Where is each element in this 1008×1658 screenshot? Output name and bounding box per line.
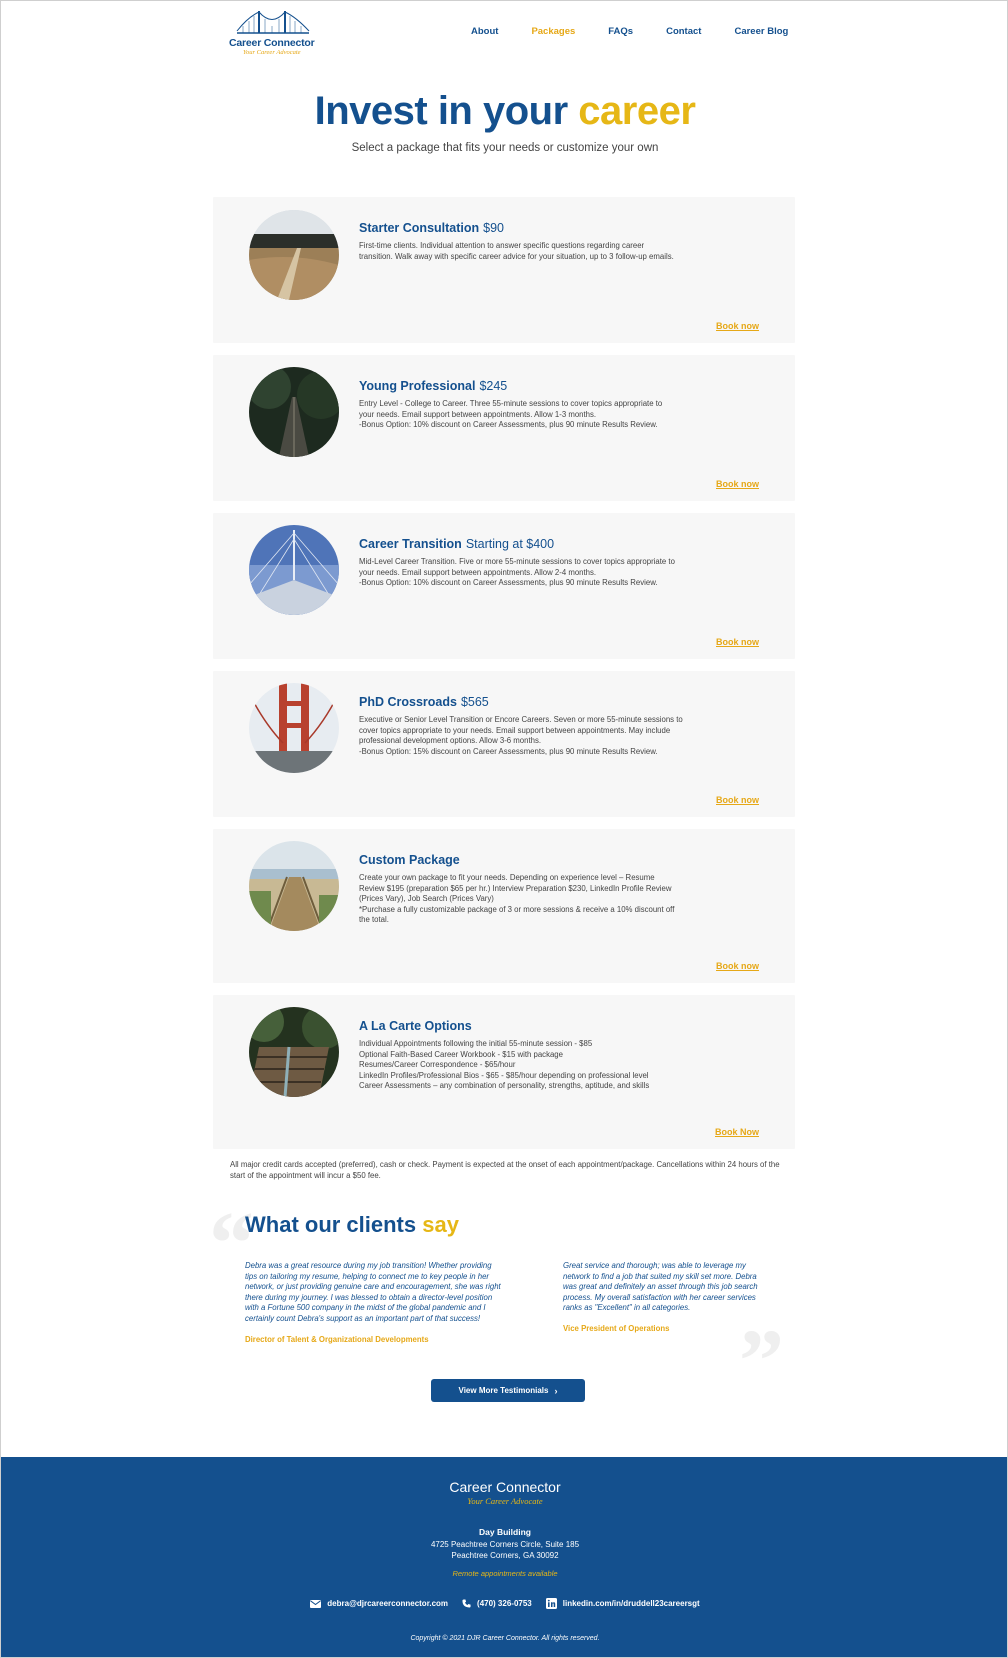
package-description: Create your own package to fit your needs. Depending on experience level – Resume Review $195 (preparation $65 per hr.) Interview Preparation $230, LinkedIn Profile Review (Prices Vary), Job Search (Prices Vary) *Purchase a fully customizable package of 3 or more sessions & receive a 10% discount off the total. xyxy=(359,873,675,925)
logo-brand-text: Career Connector xyxy=(229,37,315,49)
testimonial-card xyxy=(563,1261,767,1335)
page-title-accent: career xyxy=(578,89,696,133)
package-title xyxy=(359,537,729,551)
page-title-main: Invest in your xyxy=(314,89,579,133)
package-card-a-la-carte xyxy=(213,995,795,1149)
logo-tagline: Your Career Advocate xyxy=(243,49,301,56)
site-logo[interactable] xyxy=(229,9,319,59)
package-description: Executive or Senior Level Transition or Encore Careers. Seven or more 55-minute sessions to cover topics appropriate to your needs. Email support between appointments. May include professional development options. Allow 3-6 months. -Bonus Option: 15% discount on Career Assessments, plus 90 minute Results Review. xyxy=(359,715,683,756)
package-name: Custom Package xyxy=(359,853,460,867)
footer-phone-link[interactable] xyxy=(462,1599,532,1608)
package-info xyxy=(359,853,729,926)
package-title xyxy=(359,1019,729,1033)
package-description: Entry Level - College to Career. Three 55-minute sessions to cover topics appropriate to your needs. Email support between appointments. Allow 1-3 months. -Bonus Option: 10% discount on Career Assessments, plus 90 minute Results Review. xyxy=(359,399,663,430)
package-description: Individual Appointments following the initial 55-minute session - $85 Optional Faith-Based Career Workbook - $15 with package Resumes/Career Correspondence - $65/hour LinkedIn Profiles/Professional Bios - $65 - $85/hour depending on professional level Career Assessments – any combination of personality, strengths, aptitude, and skills xyxy=(359,1039,650,1091)
book-now-link[interactable]: Book now xyxy=(716,961,759,971)
close-quote-icon: ” xyxy=(739,1312,784,1411)
package-info xyxy=(359,537,729,589)
footer-linkedin: linkedin.com/in/druddell23careersgt xyxy=(562,1599,700,1608)
package-info xyxy=(359,221,729,262)
bridge-logo-icon xyxy=(235,9,311,39)
suspension-bridge-photo xyxy=(249,525,339,615)
package-description: Mid-Level Career Transition. Five or more 55-minute sessions to cover topics appropriate to your needs. Email support between appointments. Allow 2-4 months. -Bonus Option: 10% discount on Career Assessments, plus 90 minute Results Review. xyxy=(359,557,675,588)
footer-remote-note: Remote appointments available xyxy=(452,1569,558,1578)
footer-address-line1: 4725 Peachtree Corners Circle, Suite 185 xyxy=(430,1540,580,1549)
nav-faqs[interactable]: FAQs xyxy=(608,26,634,37)
footer-address-line2: Peachtree Corners, GA 30092 xyxy=(451,1551,559,1560)
package-description: First-time clients. Individual attention to answer specific questions regarding career transition. Walk away with specific career advice for your situation, up to 3 follow-up emails. xyxy=(359,241,674,261)
package-info xyxy=(359,1019,729,1092)
nav-about[interactable]: About xyxy=(471,26,499,37)
golden-gate-photo xyxy=(249,683,339,773)
package-card-young-professional xyxy=(213,355,795,501)
package-price: $565 xyxy=(460,695,489,709)
main-nav xyxy=(471,26,821,37)
package-info xyxy=(359,379,729,431)
chevron-right-icon: › xyxy=(554,1385,558,1396)
testimonials-title-main: What our clients xyxy=(245,1212,423,1237)
testimonial-card xyxy=(245,1261,501,1345)
testimonials-title-accent: say xyxy=(422,1212,459,1237)
boardwalk-path-photo xyxy=(249,210,339,300)
footer-brand: Career Connector xyxy=(449,1479,561,1495)
package-title xyxy=(359,379,729,393)
package-name: Starter Consultation xyxy=(359,221,480,235)
footer-copyright: Copyright © 2021 DJR Career Connector. All rights reserved. xyxy=(410,1635,600,1642)
phone-icon xyxy=(462,1599,471,1608)
forest-bridge-photo xyxy=(249,367,339,457)
package-card-starter xyxy=(213,197,795,343)
book-now-link[interactable]: Book Now xyxy=(715,1127,759,1137)
book-now-link[interactable]: Book now xyxy=(716,479,759,489)
footer-building: Day Building xyxy=(479,1527,531,1537)
testimonial-quote: Debra was a great resource during my job transition! Whether providing tips on tailoring my resume, helping to connect me to key people in her network, or just providing genuine care and encouragement, she was right there during my journey. I was blessed to obtain a director-level position with a Fortune 500 company in the midst of the global pandemic and I certainly count Debra's support as an important part of that success! xyxy=(245,1261,501,1323)
page-title xyxy=(1,89,1008,134)
book-now-link[interactable]: Book now xyxy=(716,321,759,331)
package-name: Career Transition xyxy=(359,537,462,551)
package-card-custom xyxy=(213,829,795,983)
testimonial-quote: Great service and thorough; was able to leverage my network to find a job that suited my skill set more. Debra was great and definitely an asset through this job search process. My overall satisfaction with her career services ranks as "Excellent" in all categories. xyxy=(563,1261,758,1313)
package-price: $245 xyxy=(479,379,508,393)
linkedin-icon xyxy=(546,1598,557,1609)
package-info xyxy=(359,695,729,757)
footer-phone: (470) 326-0753 xyxy=(477,1599,532,1608)
page-subtitle: Select a package that fits your needs or customize your own xyxy=(351,142,659,154)
package-title xyxy=(359,853,729,867)
beach-walkway-photo xyxy=(249,841,339,931)
footer-linkedin-link[interactable] xyxy=(546,1598,700,1609)
payment-note: All major credit cards accepted (preferred), cash or check. Payment is expected at the onset of each appointment/package. Cancellations within 24 hours of the start of the appointment will incur a $50 fee. xyxy=(230,1160,780,1180)
footer-email: debra@djrcareerconnector.com xyxy=(327,1599,449,1608)
footer-tagline: Your Career Advocate xyxy=(467,1496,543,1506)
package-card-phd-crossroads xyxy=(213,671,795,817)
package-card-career-transition xyxy=(213,513,795,659)
package-title xyxy=(359,221,729,235)
testimonial-author: Vice President of Operations xyxy=(563,1323,670,1333)
envelope-icon xyxy=(310,1600,321,1608)
package-name: PhD Crossroads xyxy=(359,695,457,709)
book-now-link[interactable]: Book now xyxy=(716,637,759,647)
package-name: Young Professional xyxy=(359,379,476,393)
footer-contacts xyxy=(1,1598,1008,1609)
wooden-steps-photo xyxy=(249,1007,339,1097)
package-name: A La Carte Options xyxy=(359,1019,472,1033)
package-price: $90 xyxy=(483,221,505,235)
footer-email-link[interactable] xyxy=(310,1599,448,1608)
nav-contact[interactable]: Contact xyxy=(666,26,702,37)
view-more-testimonials-button[interactable] xyxy=(431,1379,585,1402)
site-footer xyxy=(1,1457,1008,1658)
book-now-link[interactable]: Book now xyxy=(716,795,759,805)
view-more-testimonials-label: View More Testimonials xyxy=(458,1386,549,1395)
package-title xyxy=(359,695,729,709)
testimonials-title xyxy=(245,1212,459,1238)
nav-packages[interactable]: Packages xyxy=(531,26,576,37)
testimonial-author: Director of Talent & Organizational Developments xyxy=(245,1334,429,1344)
open-quote-icon: “ xyxy=(209,1194,254,1293)
package-price: Starting at $400 xyxy=(465,537,555,551)
nav-career-blog[interactable]: Career Blog xyxy=(734,26,789,37)
